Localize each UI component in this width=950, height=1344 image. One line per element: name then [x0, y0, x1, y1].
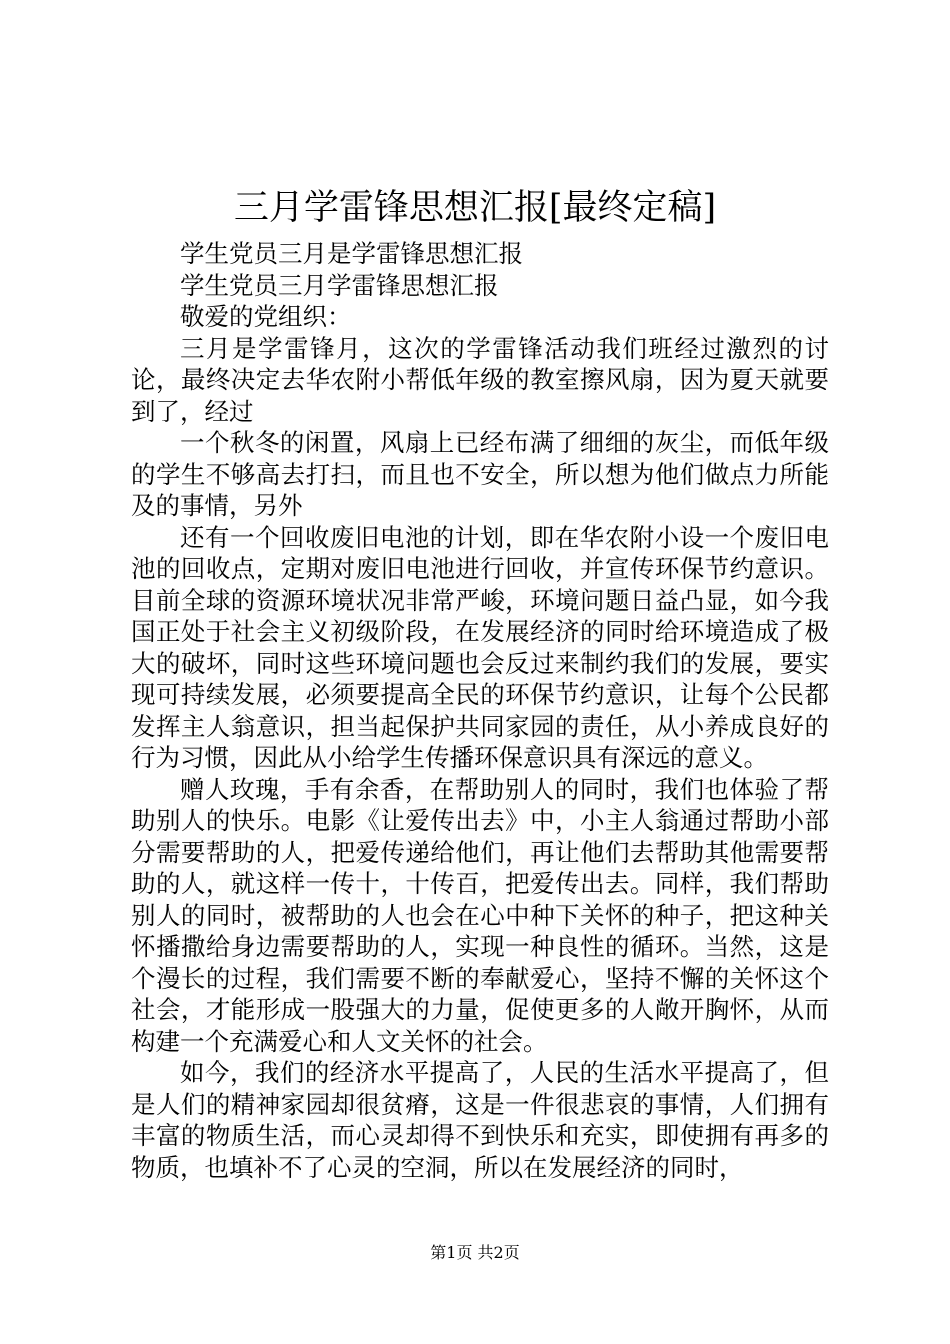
document-body — [131, 238, 829, 1183]
paragraph: 赠人玫瑰，手有余香，在帮助别人的同时，我们也体验了帮助别人的快乐。电影《让爱传出去》中，小主人翁通过帮助小部分需要帮助的人，把爱传递给他们，再让他们去帮助其他需要帮助的人，就这样一传十，十传百，把爱传出去。同样，我们帮助别人的同时，被帮助的人也会在心中种下关怀的种子，把这种关怀播撒给身边需要帮助的人，实现一种良性的循环。当然，这是个漫长的过程，我们需要不断的奉献爱心，坚持不懈的关怀这个社会，才能形成一股强大的力量，促使更多的人敞开胸怀，从而构建一个充满爱心和人文关怀的社会。 — [131, 774, 829, 1056]
paragraph: 敬爱的党组织： — [180, 302, 352, 331]
paragraph: 一个秋冬的闲置，风扇上已经布满了细细的灰尘，而低年级的学生不够高去打扫，而且也不安全，所以想为他们做点力所能及的事情，另外 — [131, 428, 829, 520]
page-number-footer: 第1页 共2页 — [430, 1243, 520, 1262]
document-title: 三月学雷锋思想汇报[最终定稿] — [233, 188, 717, 228]
paragraph: 学生党员三月是学雷锋思想汇报 — [180, 239, 523, 268]
paragraph: 三月是学雷锋月，这次的学雷锋活动我们班经过激烈的讨论，最终决定去华农附小帮低年级的教室擦风扇，因为夏天就要到了，经过 — [131, 333, 829, 426]
paragraph: 还有一个回收废旧电池的计划，即在华农附小设一个废旧电池的回收点，定期对废旧电池进行回收，并宣传环保节约意识。目前全球的资源环境状况非常严峻，环境问题日益凸显，如今我国正处于社会主义初级阶段，在发展经济的同时给环境造成了极大的破坏，同时这些环境问题也会反过来制约我们的发展，要实现可持续发展，必须要提高全民的环保节约意识，让每个公民都发挥主人翁意识，担当起保护共同家园的责任，从小养成良好的行为习惯，因此从小给学生传播环保意识具有深远的意义。 — [131, 522, 829, 772]
paragraph: 学生党员三月学雷锋思想汇报 — [180, 270, 499, 300]
paragraph: 如今，我们的经济水平提高了，人民的生活水平提高了，但是人们的精神家园却很贫瘠，这是一件很悲哀的事情，人们拥有丰富的物质生活，而心灵却得不到快乐和充实，即使拥有再多的物质，也填补不了心灵的空洞，所以在发展经济的同时， — [131, 1058, 829, 1182]
